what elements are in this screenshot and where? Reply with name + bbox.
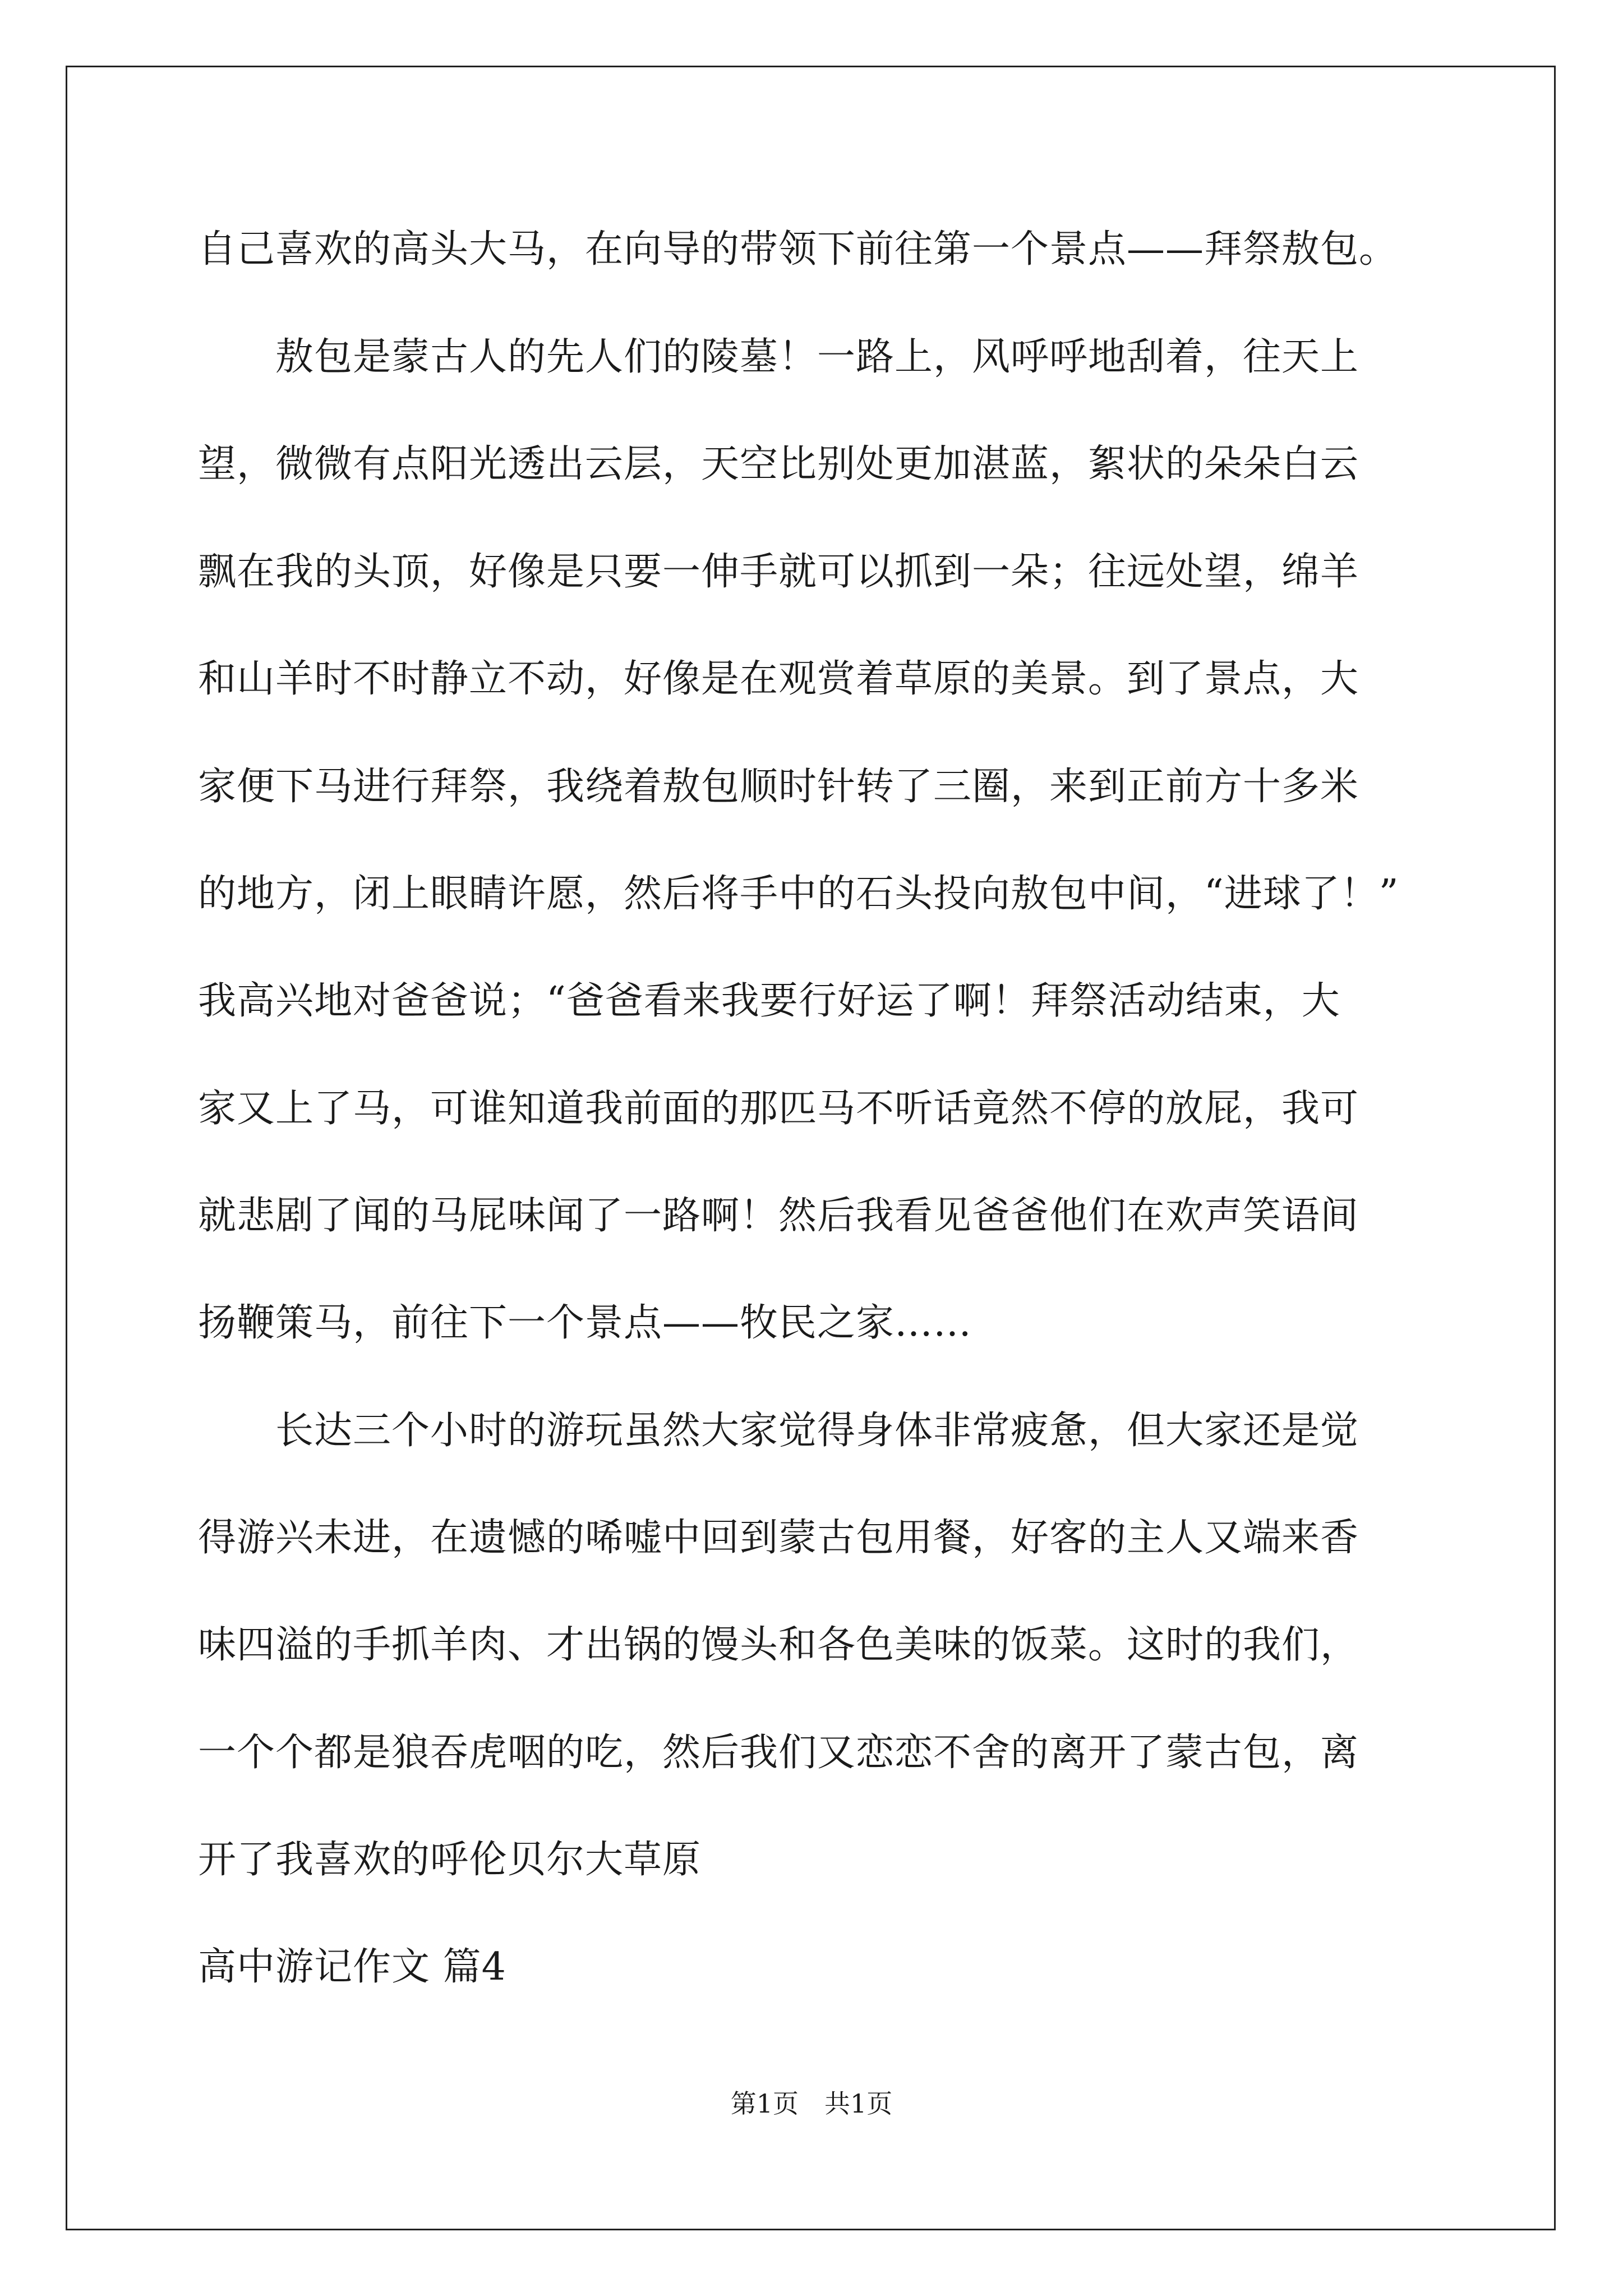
text-line: 就悲剧了闻的马屁味闻了一路啊！然后我看见爸爸他们在欢声笑语间 [198,1194,1359,1238]
text-line: 开了我喜欢的呼伦贝尔大草原 [198,1838,702,1882]
text-line: 敖包是蒙古人的先人们的陵墓！一路上，风呼呼地刮着，往天上 [198,335,1359,379]
text-line: 望，微微有点阳光透出云层，天空比别处更加湛蓝，絮状的朵朵白云 [198,442,1359,486]
text-line: 家又上了马，可谁知道我前面的那匹马不听话竟然不停的放屁，我可 [198,1087,1359,1131]
text-line: 的地方，闭上眼睛许愿，然后将手中的石头投向敖包中间，“进球了！” [198,872,1399,916]
text-line: 长达三个小时的游玩虽然大家觉得身体非常疲惫，但大家还是觉 [198,1409,1359,1453]
page-border [66,66,1556,2230]
text-line: 味四溢的手抓羊肉、才出锅的馒头和各色美味的饭菜。这时的我们， [198,1623,1359,1667]
page-number: 第1页 共1页 [730,2088,893,2119]
text-line: 和山羊时不时静立不动，好像是在观赏着草原的美景。到了景点，大 [198,657,1359,701]
text-line: 我高兴地对爸爸说；“爸爸看来我要行好运了啊！拜祭活动结束，大 [198,979,1340,1023]
text-line: 得游兴未进，在遗憾的唏嘘中回到蒙古包用餐，好客的主人又端来香 [198,1516,1359,1560]
text-line: 家便下马进行拜祭，我绕着敖包顺时针转了三圈，来到正前方十多米 [198,765,1359,809]
section-heading: 高中游记作文 篇4 [198,1945,506,1989]
text-line: 一个个都是狼吞虎咽的吃，然后我们又恋恋不舍的离开了蒙古包，离 [198,1731,1359,1775]
text-line: 扬鞭策马，前往下一个景点——牧民之家…… [198,1301,972,1345]
text-line: 自己喜欢的高头大马，在向导的带领下前往第一个景点——拜祭敖包。 [198,227,1398,272]
text-line: 飘在我的头顶，好像是只要一伸手就可以抓到一朵；往远处望，绵羊 [198,550,1359,594]
